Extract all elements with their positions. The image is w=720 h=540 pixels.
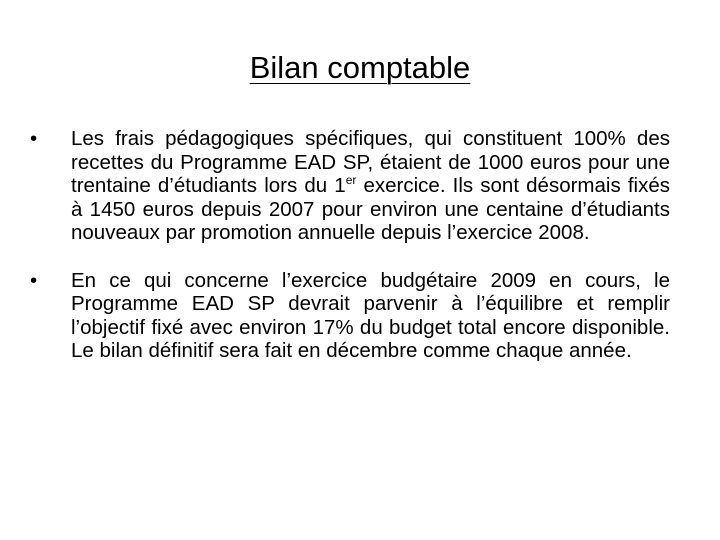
bullet-text-part-2: exercice. Ils sont désormais fixés à 1450 euros depuis 2007 pour environ une centaine d’étudiants nouveaux par promotion annuelle depuis l’exercice 2008. <box>71 174 670 244</box>
bullet-text-part-1: Les frais pédagogiques spécifiques, qui constituent 100% des recettes du Programme EAD SP, étaient de 1000 euros pour une trentaine d’étudiants lors du 1 <box>71 127 670 197</box>
bullet-marker: • <box>30 268 38 292</box>
bullet-item-fees <box>30 127 670 245</box>
bullet-item-budget <box>30 269 670 363</box>
bullet-list <box>30 127 670 387</box>
bullet-marker: • <box>30 127 38 150</box>
slide-title: Bilan comptable <box>249 50 471 85</box>
superscript-er: er <box>345 173 357 187</box>
bullet-text: En ce qui concerne l’exercice budgétaire 2009 en cours, le Programme EAD SP devrait parvenir à l’équilibre et remplir l’objectif fixé avec environ 17% du budget total encore disponible. Le bilan définitif sera fait en décembre comme chaque année. <box>71 268 670 362</box>
